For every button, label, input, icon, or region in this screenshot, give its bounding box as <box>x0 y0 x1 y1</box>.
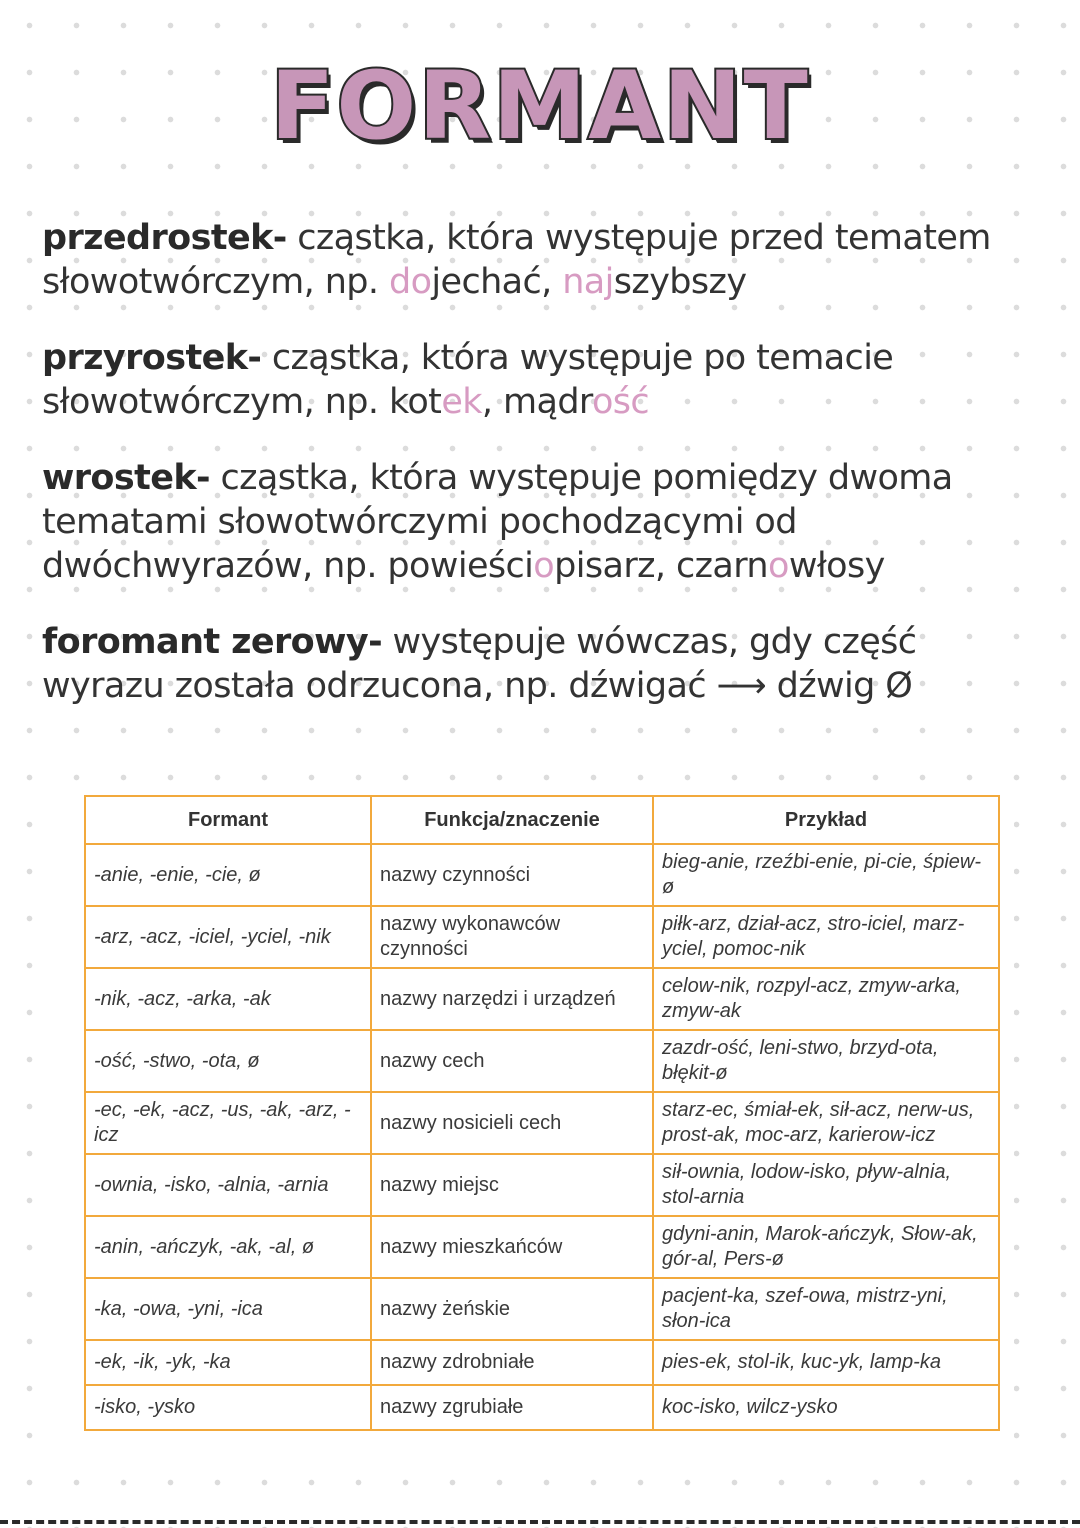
bottom-dashed-divider <box>0 1520 1080 1524</box>
definition-0 <box>42 216 1042 304</box>
cell-formant: -ek, -ik, -yk, -ka <box>85 1340 371 1385</box>
cell-przyklad: starz-ec, śmiał-ek, sił-acz, nerw-us, prost-ak, moc-arz, karierow-icz <box>653 1092 999 1154</box>
table-row <box>85 1092 999 1154</box>
cell-przyklad: zazdr-ość, leni-stwo, brzyd-ota, błękit-ø <box>653 1030 999 1092</box>
highlighted-morpheme: naj <box>562 262 614 302</box>
cell-formant: -anin, -ańczyk, -ak, -al, ø <box>85 1216 371 1278</box>
table-body <box>85 844 999 1430</box>
cell-funkcja: nazwy cech <box>371 1030 653 1092</box>
table-row <box>85 1030 999 1092</box>
definition-text: cząstka, która występuje pomiędzy dwoma tematami słowotwórczymi pochodzącymi od dwóchwyrazów, np. powieści <box>42 458 953 586</box>
definition-term: foromant zerowy- <box>42 622 382 662</box>
highlighted-morpheme: ek <box>441 382 482 422</box>
table-row <box>85 1216 999 1278</box>
cell-funkcja: nazwy wykonawców czynności <box>371 906 653 968</box>
definition-text: szybszy <box>613 262 747 302</box>
definition-3 <box>42 620 1042 708</box>
cell-przyklad: sił-ownia, lodow-isko, pływ-alnia, stol-arnia <box>653 1154 999 1216</box>
page-title: FORMANT <box>270 52 810 161</box>
cell-funkcja: nazwy zgrubiałe <box>371 1385 653 1430</box>
highlighted-morpheme: do <box>388 262 432 302</box>
cell-formant: -arz, -acz, -iciel, -yciel, -nik <box>85 906 371 968</box>
definition-text: występuje wówczas, gdy część wyrazu została odrzucona, np. dźwigać ⟶ dźwig Ø <box>42 622 917 706</box>
cell-formant: -ownia, -isko, -alnia, -arnia <box>85 1154 371 1216</box>
definition-2 <box>42 456 1042 588</box>
highlighted-morpheme: o <box>767 546 789 586</box>
cell-funkcja: nazwy miejsc <box>371 1154 653 1216</box>
cell-przyklad: koc-isko, wilcz-ysko <box>653 1385 999 1430</box>
formant-table <box>84 795 1000 1431</box>
table-row <box>85 968 999 1030</box>
header-funkcja: Funkcja/znaczenie <box>371 796 653 844</box>
definition-text: cząstka, która występuje po temacie słowotwórczym, np. kot <box>42 338 894 422</box>
cell-funkcja: nazwy zdrobniałe <box>371 1340 653 1385</box>
cell-funkcja: nazwy żeńskie <box>371 1278 653 1340</box>
cell-formant: -ość, -stwo, -ota, ø <box>85 1030 371 1092</box>
cell-przyklad: piłk-arz, dział-acz, stro-iciel, marz-yciel, pomoc-nik <box>653 906 999 968</box>
header-przyklad: Przykład <box>653 796 999 844</box>
cell-przyklad: celow-nik, rozpyl-acz, zmyw-arka, zmyw-ak <box>653 968 999 1030</box>
definition-1 <box>42 336 1042 424</box>
table-row <box>85 906 999 968</box>
cell-funkcja: nazwy narzędzi i urządzeń <box>371 968 653 1030</box>
cell-przyklad: gdyni-anin, Marok-ańczyk, Słow-ak, gór-al, Pers-ø <box>653 1216 999 1278</box>
table-row <box>85 1278 999 1340</box>
header-formant: Formant <box>85 796 371 844</box>
cell-funkcja: nazwy nosicieli cech <box>371 1092 653 1154</box>
formant-table-card <box>64 785 1014 1439</box>
table-row <box>85 1340 999 1385</box>
cell-funkcja: nazwy czynności <box>371 844 653 906</box>
cell-formant: -nik, -acz, -arka, -ak <box>85 968 371 1030</box>
definition-text: cząstka, która występuje przed tematem słowotwórczym, np. <box>42 218 991 302</box>
cell-funkcja: nazwy mieszkańców <box>371 1216 653 1278</box>
definition-text: jechać, <box>431 262 563 302</box>
table-header-row <box>85 796 999 844</box>
definition-term: przyrostek- <box>42 338 262 378</box>
cell-formant: -anie, -enie, -cie, ø <box>85 844 371 906</box>
cell-formant: -ka, -owa, -yni, -ica <box>85 1278 371 1340</box>
cell-formant: -isko, -ysko <box>85 1385 371 1430</box>
definition-text: , mądr <box>481 382 592 422</box>
highlighted-morpheme: o <box>533 546 555 586</box>
definition-text: włosy <box>788 546 885 586</box>
table-row <box>85 1154 999 1216</box>
highlighted-morpheme: ość <box>591 382 650 422</box>
cell-przyklad: bieg-anie, rzeźbi-enie, pi-cie, śpiew-ø <box>653 844 999 906</box>
cell-przyklad: pacjent-ka, szef-owa, mistrz-yni, słon-ica <box>653 1278 999 1340</box>
cell-przyklad: pies-ek, stol-ik, kuc-yk, lamp-ka <box>653 1340 999 1385</box>
definitions <box>42 216 1042 740</box>
definition-text: pisarz, czarn <box>554 546 768 586</box>
cell-formant: -ec, -ek, -acz, -us, -ak, -arz, -icz <box>85 1092 371 1154</box>
table-row <box>85 844 999 906</box>
definition-term: wrostek- <box>42 458 210 498</box>
table-row <box>85 1385 999 1430</box>
definition-term: przedrostek- <box>42 218 287 258</box>
